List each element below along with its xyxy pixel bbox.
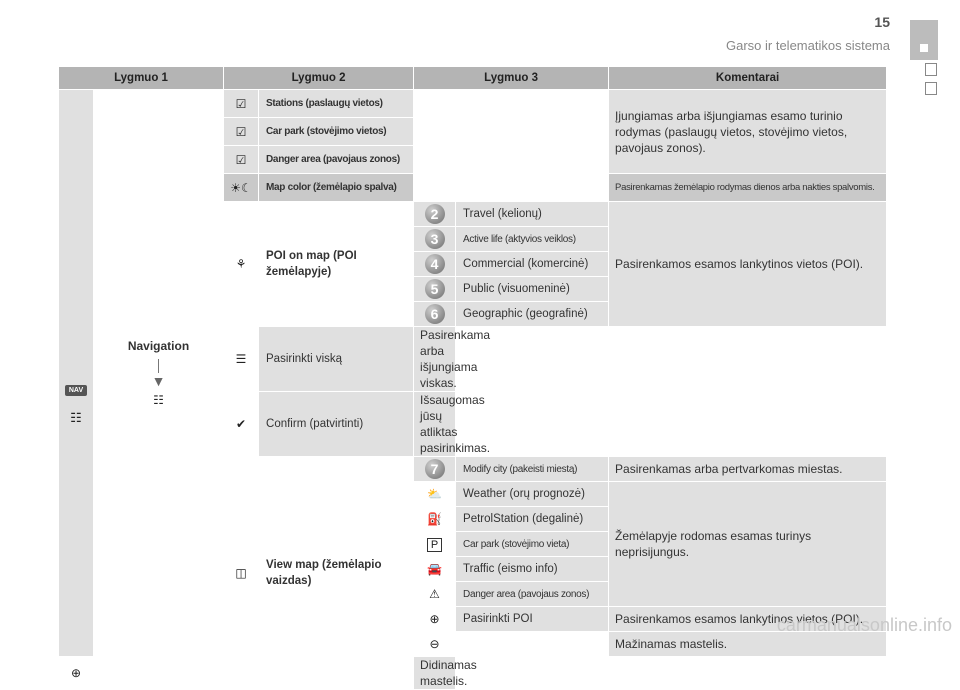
parking-icon: P <box>414 532 456 557</box>
tab-box-2 <box>925 82 937 95</box>
down-arrow-icon: ▼ <box>151 373 166 389</box>
public-option[interactable]: Public (visuomeninė) <box>456 277 609 302</box>
badge-2: 2 <box>414 202 456 227</box>
empty-zoom-out <box>456 632 609 657</box>
zoom-out-icon: ⊖ <box>414 632 456 657</box>
add-icon: ⊕ <box>414 607 456 632</box>
zoom-in-comment: Didinamas mastelis. <box>414 657 456 690</box>
watermark: carmanualsonline.info <box>776 615 952 635</box>
level1-navigation-cell <box>94 90 224 657</box>
danger-area-option[interactable]: Danger area (pavojaus zonos) <box>259 146 414 174</box>
toggle-comment: Įjungiamas arba išjungiamas esamo turinio rodymas (paslaugų vietos, stovėjimo vietos, pavojaus zonos). <box>609 90 887 174</box>
nav-button-icon: NAV <box>65 385 87 396</box>
map-color-comment: Pasirenkamas žemėlapio rodymas dienos arba nakties spalvomis. <box>609 174 887 202</box>
map-color-option[interactable]: Map color (žemėlapio spalva) <box>259 174 414 202</box>
header-comments: Komentarai <box>609 67 887 90</box>
car-park-view-option[interactable]: Car park (stovėjimo vieta) <box>456 532 609 557</box>
weather-icon: ⛅ <box>414 482 456 507</box>
select-all-comment: Pasirenkama arba išjungiama viskas. <box>414 327 456 392</box>
view-map-comment: Žemėlapyje rodomas esamas turinys neprisijungus. <box>609 482 887 607</box>
modify-city-comment: Pasirenkamas arba pertvarkomas miestas. <box>609 457 887 482</box>
menu-icon-2: ☷ <box>153 393 164 407</box>
select-poi-comment: Pasirenkamos esamos lankytinos vietos (POI). <box>609 607 887 632</box>
stations-option[interactable]: Stations (paslaugų vietos) <box>259 90 414 118</box>
select-all-option[interactable]: Pasirinkti viską <box>259 327 414 392</box>
day-night-icon: ☀☾ <box>224 174 259 202</box>
commercial-option[interactable]: Commercial (komercinė) <box>456 252 609 277</box>
view-map-option[interactable]: View map (žemėlapio vaizdas) <box>259 457 414 690</box>
header-level1: Lygmuo 1 <box>59 67 224 90</box>
section-title: Garso ir telematikos sistema <box>726 38 890 53</box>
select-all-icon: ☰ <box>224 327 259 392</box>
badge-6: 6 <box>414 302 456 327</box>
poi-icon: ⚘ <box>224 202 259 327</box>
confirm-comment: Išsaugomas jūsų atliktas pasirinkimas. <box>414 392 456 457</box>
map-icon: ◫ <box>224 457 259 690</box>
badge-3: 3 <box>414 227 456 252</box>
petrol-option[interactable]: PetrolStation (degalinė) <box>456 507 609 532</box>
traffic-icon: 🚘 <box>414 557 456 582</box>
tab-marker <box>920 44 928 52</box>
poi-on-map-option[interactable]: POI on map (POI žemėlapyje) <box>259 202 414 327</box>
empty-level3 <box>414 90 609 174</box>
warning-icon: ⚠ <box>414 582 456 607</box>
confirm-option[interactable]: Confirm (patvirtinti) <box>259 392 414 457</box>
checkbox-icon: ☑ <box>224 90 259 118</box>
petrol-icon: ⛽ <box>414 507 456 532</box>
zoom-in-icon: ⊕ <box>59 657 94 690</box>
active-life-option[interactable]: Active life (aktyvios veiklos) <box>456 227 609 252</box>
level1-icon-cell <box>59 90 94 657</box>
checkmark-icon: ✔ <box>224 392 259 457</box>
navigation-label: Navigation <box>127 339 190 353</box>
poi-comment: Pasirenkamos esamos lankytinos vietos (POI). <box>609 202 887 327</box>
empty-zoom-in <box>94 657 224 690</box>
traffic-option[interactable]: Traffic (eismo info) <box>456 557 609 582</box>
empty-level3 <box>414 174 609 202</box>
badge-7: 7 <box>414 457 456 482</box>
zoom-out-comment: Mažinamas mastelis. <box>609 632 887 657</box>
arrow-line <box>158 359 159 373</box>
weather-option[interactable]: Weather (orų prognozė) <box>456 482 609 507</box>
select-poi-option[interactable]: Pasirinkti POI <box>456 607 609 632</box>
header-level2: Lygmuo 2 <box>224 67 414 90</box>
menu-icon: ☷ <box>70 409 82 425</box>
car-park-option[interactable]: Car park (stovėjimo vietos) <box>259 118 414 146</box>
checkbox-icon: ☑ <box>224 146 259 174</box>
header-level3: Lygmuo 3 <box>414 67 609 90</box>
badge-4: 4 <box>414 252 456 277</box>
badge-5: 5 <box>414 277 456 302</box>
chapter-tab <box>910 20 938 60</box>
travel-option[interactable]: Travel (kelionų) <box>456 202 609 227</box>
tab-box-1 <box>925 63 937 76</box>
modify-city-option[interactable]: Modify city (pakeisti miestą) <box>456 457 609 482</box>
checkbox-icon: ☑ <box>224 118 259 146</box>
danger-view-option[interactable]: Danger area (pavojaus zonos) <box>456 582 609 607</box>
menu-table <box>58 66 887 690</box>
page-number: 15 <box>874 14 890 30</box>
geographic-option[interactable]: Geographic (geografinė) <box>456 302 609 327</box>
